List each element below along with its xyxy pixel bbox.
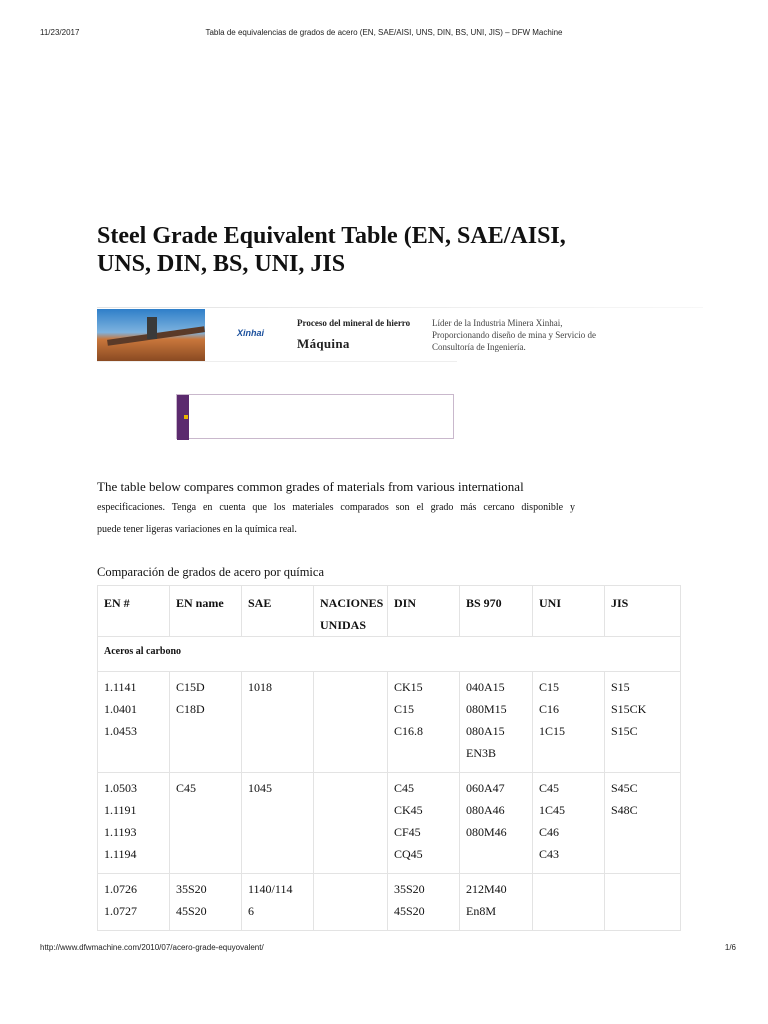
cell-uns: [314, 773, 388, 874]
cell-value: C15D: [176, 680, 205, 694]
cell-value: CF45: [394, 825, 421, 839]
cell-value: CK15: [394, 680, 423, 694]
header-en-name: EN name: [170, 586, 242, 637]
cell-value: C15: [394, 702, 415, 716]
print-page-number: 1/6: [724, 943, 736, 952]
ad-banner-secondary[interactable]: [176, 394, 454, 439]
cell-value: C16.8: [394, 724, 424, 738]
print-header-title: Tabla de equivalencias de grados de acero (EN, SAE/AISI, UNS, DIN, BS, UNI, JIS) – DFW Machine: [205, 28, 563, 37]
cell-value: 212M40: [466, 882, 507, 896]
ad-divider: [97, 307, 703, 308]
ad-divider-bottom: [97, 361, 457, 362]
cell-value: 1140/114: [248, 882, 293, 896]
table-caption: Comparación de grados de acero por química: [97, 565, 324, 579]
cell-value: 1.1141: [104, 680, 137, 694]
ad-description: Líder de la Industria Minera Xinhai, Proporcionando diseño de mina y Servicio de Consultoría de Ingeniería.: [432, 318, 596, 352]
cell-value: C45: [539, 781, 560, 795]
cell-jis: [605, 773, 681, 874]
cell-value: 040A15: [466, 680, 505, 694]
table-row: [98, 773, 681, 874]
steel-grade-table: [97, 585, 681, 931]
cell-value: 1C45: [539, 803, 566, 817]
cell-value: 45S20: [176, 904, 207, 918]
cell-value: 1C15: [539, 724, 566, 738]
cell-jis: [605, 874, 681, 931]
cell-value: S15C: [611, 724, 638, 738]
cell-value: C43: [539, 847, 560, 861]
cell-value: 1.1194: [104, 847, 137, 861]
ad-headline[interactable]: Proceso del mineral de hierro: [297, 318, 411, 328]
cell-value: 35S20: [394, 882, 425, 896]
cell-sae: [242, 672, 314, 773]
cell-sae: [242, 874, 314, 931]
table-row: [98, 672, 681, 773]
intro-line-1: The table below compares common grades of materials from various international: [97, 479, 524, 494]
cell-value: C45: [176, 781, 197, 795]
cell-value: C45: [394, 781, 415, 795]
intro-paragraph: [97, 478, 575, 539]
cell-en-name: [170, 672, 242, 773]
header-uns: NACIONES UNIDAS: [314, 586, 388, 637]
cell-value: S15CK: [611, 702, 647, 716]
cell-value: 060A47: [466, 781, 505, 795]
cell-value: 1.0726: [104, 882, 137, 896]
section-carbon-steels: Aceros al carbono: [98, 637, 681, 672]
cell-jis: [605, 672, 681, 773]
cell-value: C15: [539, 680, 560, 694]
cell-en-number: [98, 773, 170, 874]
cell-value: 6: [248, 904, 254, 918]
intro-line-3: puede tener ligeras variaciones en la química real.: [97, 524, 297, 535]
cell-en-name: [170, 773, 242, 874]
cell-en-name: [170, 874, 242, 931]
header-en-number: EN #: [98, 586, 170, 637]
section-row: [98, 637, 681, 672]
table-header-row: [98, 586, 681, 637]
cell-value: 1.1193: [104, 825, 137, 839]
cell-value: 080M15: [466, 702, 507, 716]
cell-value: 1018: [248, 680, 272, 694]
print-date: 11/23/2017: [40, 28, 80, 37]
header-bs970: BS 970: [460, 586, 533, 637]
cell-din: [388, 672, 460, 773]
cell-value: 080A46: [466, 803, 505, 817]
ad-mining-photo[interactable]: [97, 309, 205, 361]
cell-value: 080M46: [466, 825, 507, 839]
print-footer-url: http://www.dfwmachine.com/2010/07/acero-grade-equyovalent/: [40, 943, 264, 952]
cell-value: 1.1191: [104, 803, 137, 817]
cell-uni: [533, 672, 605, 773]
intro-line-2: especificaciones. Tenga en cuenta que los materiales comparados son el grado más cercano disponible y: [97, 502, 575, 513]
header-sae: SAE: [242, 586, 314, 637]
cell-sae: [242, 773, 314, 874]
cell-bs970: [460, 773, 533, 874]
ad-banner[interactable]: [97, 307, 703, 363]
cell-value: 35S20: [176, 882, 207, 896]
table-row: [98, 874, 681, 931]
cell-value: 1.0453: [104, 724, 137, 738]
cell-value: 1.0727: [104, 904, 137, 918]
cell-value: 45S20: [394, 904, 425, 918]
cell-uns: [314, 874, 388, 931]
cell-value: S48C: [611, 803, 638, 817]
cell-value: 1045: [248, 781, 272, 795]
cell-value: CQ45: [394, 847, 423, 861]
header-uni: UNI: [533, 586, 605, 637]
cell-value: C18D: [176, 702, 205, 716]
cell-value: EN3B: [466, 746, 496, 760]
cell-value: 1.0401: [104, 702, 137, 716]
cell-value: C16: [539, 702, 560, 716]
cell-value: CK45: [394, 803, 423, 817]
cell-value: S45C: [611, 781, 638, 795]
cell-value: 1.0503: [104, 781, 137, 795]
cell-bs970: [460, 672, 533, 773]
cell-en-number: [98, 672, 170, 773]
cell-uni: [533, 773, 605, 874]
cell-uni: [533, 874, 605, 931]
cell-din: [388, 773, 460, 874]
ad-main-text[interactable]: Máquina: [297, 336, 350, 351]
cell-uns: [314, 672, 388, 773]
cell-value: C46: [539, 825, 560, 839]
cell-value: 080A15: [466, 724, 505, 738]
header-din: DIN: [388, 586, 460, 637]
tower-shape: [147, 317, 157, 339]
cell-value: S15: [611, 680, 630, 694]
cell-value: En8M: [466, 904, 496, 918]
ad-yellow-mark: [184, 415, 188, 419]
cell-din: [388, 874, 460, 931]
ad-logo[interactable]: Xinhai: [237, 328, 265, 338]
cell-en-number: [98, 874, 170, 931]
cell-bs970: [460, 874, 533, 931]
header-jis: JIS: [605, 586, 681, 637]
article-title: Steel Grade Equivalent Table (EN, SAE/AISI, UNS, DIN, BS, UNI, JIS: [97, 223, 566, 277]
